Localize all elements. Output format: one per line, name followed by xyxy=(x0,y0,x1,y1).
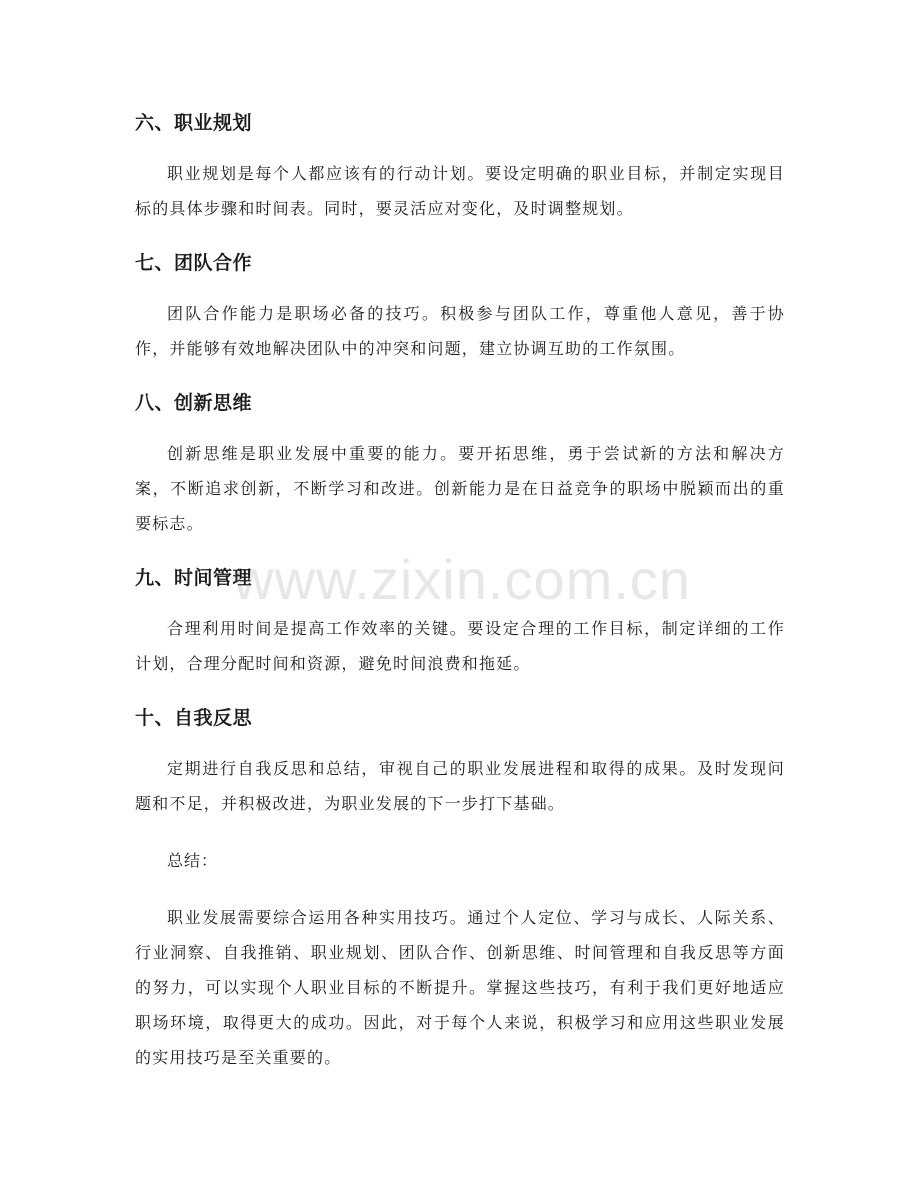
section-career-planning xyxy=(135,108,785,248)
section-heading: 六、职业规划 xyxy=(135,112,253,134)
section-self-reflection xyxy=(135,703,785,843)
document-body xyxy=(135,108,785,1075)
watermark-text: www.zixin.com.cn xyxy=(233,548,691,611)
section-paragraph: 创新思维是职业发展中重要的能力。要开拓思维，勇于尝试新的方法和解决方案，不断追求创新，不断学习和改进。创新能力是在日益竞争的职场中脱颖而出的重要标志。 xyxy=(135,444,785,533)
section-time-management xyxy=(135,563,785,703)
summary-paragraph: 职业发展需要综合运用各种实用技巧。通过个人定位、学习与成长、人际关系、行业洞察、自我推销、职业规划、团队合作、创新思维、时间管理和自我反思等方面的努力，可以实现个人职业目标的不断提升。掌握这些技巧，有利于我们更好地适应职场环境，取得更大的成功。因此，对于每个人来说，积极学习和应用这些职业发展的实用技巧是至关重要的。 xyxy=(135,908,785,1067)
section-heading: 九、时间管理 xyxy=(135,567,253,589)
section-heading: 八、创新思维 xyxy=(135,392,253,414)
section-heading: 十、自我反思 xyxy=(135,707,253,729)
section-heading: 七、团队合作 xyxy=(135,252,253,274)
section-teamwork xyxy=(135,248,785,388)
section-paragraph: 定期进行自我反思和总结，审视自己的职业发展进程和取得的成果。及时发现问题和不足，并积极改进，为职业发展的下一步打下基础。 xyxy=(135,759,785,813)
section-paragraph: 团队合作能力是职场必备的技巧。积极参与团队工作，尊重他人意见，善于协作，并能够有效地解决团队中的冲突和问题，建立协调互助的工作氛围。 xyxy=(135,304,785,358)
section-innovation xyxy=(135,388,785,563)
section-paragraph: 职业规划是每个人都应该有的行动计划。要设定明确的职业目标，并制定实现目标的具体步骤和时间表。同时，要灵活应对变化，及时调整规划。 xyxy=(135,164,785,218)
summary-label: 总结： xyxy=(167,851,219,870)
summary-section xyxy=(135,843,785,1075)
section-paragraph: 合理利用时间是提高工作效率的关键。要设定合理的工作目标，制定详细的工作计划，合理分配时间和资源，避免时间浪费和拖延。 xyxy=(135,619,785,673)
